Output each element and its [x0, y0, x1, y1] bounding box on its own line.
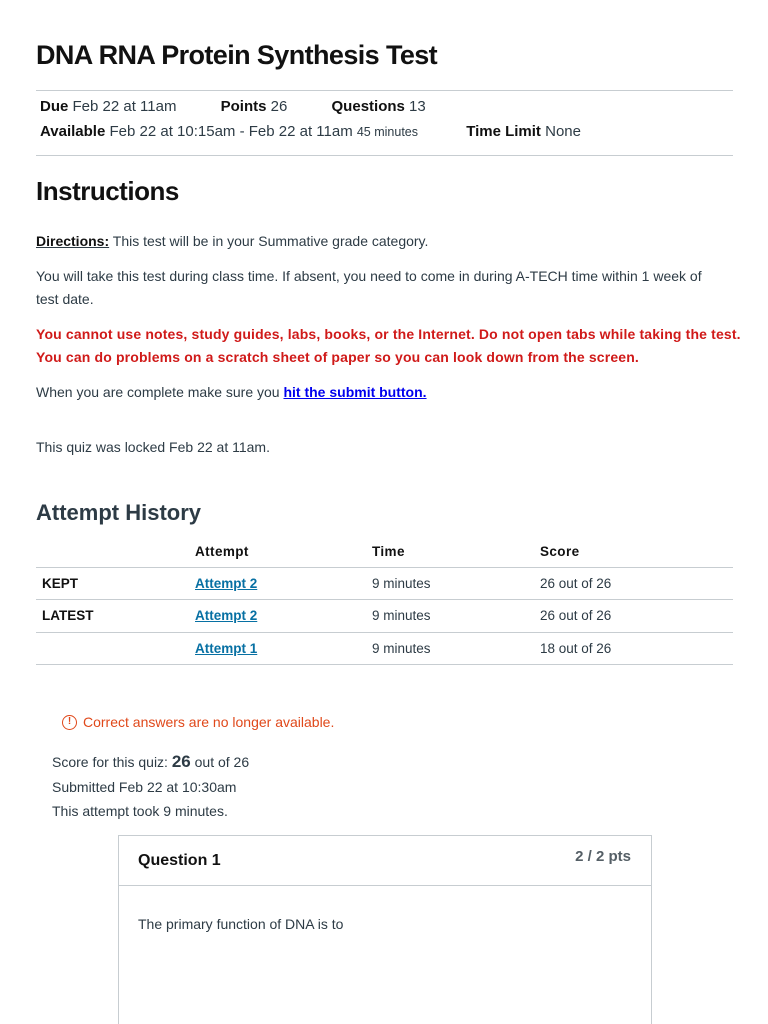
attempt-time: 9 minutes	[366, 567, 534, 600]
locked-notice: This quiz was locked Feb 22 at 11am.	[36, 439, 270, 455]
submitted-time: Submitted Feb 22 at 10:30am	[52, 779, 237, 795]
score-prefix: Score for this quiz:	[52, 754, 172, 770]
column-header	[36, 536, 189, 567]
table-row	[36, 567, 733, 600]
absent-paragraph: You will take this test during class time. If absent, you need to come in during A-TECH time within 1 week of test date.	[36, 268, 702, 307]
score-value: 26	[171, 752, 191, 771]
directions-text: This test will be in your Summative grade category.	[109, 233, 429, 249]
table-header-row	[36, 536, 733, 567]
question-card	[118, 835, 652, 1024]
submit-prefix: When you are complete make sure you	[36, 384, 284, 400]
divider	[36, 90, 733, 91]
points-value: 26	[270, 98, 288, 115]
row-label	[36, 632, 189, 665]
quiz-title: DNA RNA Protein Synthesis Test	[36, 40, 438, 70]
quiz-meta-row-2	[40, 123, 581, 140]
instructions-heading: Instructions	[36, 176, 179, 206]
question-header	[119, 836, 651, 886]
attempt-score: 26 out of 26	[534, 600, 733, 633]
row-label: LATEST	[36, 600, 189, 633]
question-title: Question 1	[138, 852, 221, 869]
quiz-score	[52, 750, 249, 774]
attempt-duration: This attempt took 9 minutes.	[52, 803, 228, 819]
time-limit-label: Time Limit	[466, 123, 541, 140]
attempt-link[interactable]: Attempt 2	[195, 608, 258, 624]
table-row	[36, 632, 733, 665]
attempt-history-table	[36, 536, 733, 665]
column-header-time: Time	[366, 536, 534, 567]
attempt-time: 9 minutes	[366, 632, 534, 665]
answers-unavailable-notice	[62, 714, 334, 730]
points-label: Points	[220, 98, 267, 115]
submit-link[interactable]: hit the submit button.	[283, 384, 427, 400]
attempt-link[interactable]: Attempt 1	[195, 640, 258, 656]
score-suffix: out of 26	[190, 754, 250, 770]
attempt-link[interactable]: Attempt 2	[195, 575, 258, 591]
directions-label: Directions:	[36, 233, 110, 249]
row-label: KEPT	[36, 567, 189, 600]
divider	[36, 155, 733, 156]
attempt-score: 18 out of 26	[534, 632, 733, 665]
attempt-score: 26 out of 26	[534, 567, 733, 600]
due-value: Feb 22 at 11am	[72, 98, 177, 115]
notice-text: Correct answers are no longer available.	[83, 714, 335, 730]
submit-paragraph	[36, 381, 736, 404]
attempt-history-heading: Attempt History	[36, 500, 202, 525]
attempt-time: 9 minutes	[366, 600, 534, 633]
warning-paragraph: You cannot use notes, study guides, labs, books, or the Internet. Do not open tabs while taking the test. You can do problems on a scratch sheet of paper so you can look down from the screen.	[36, 326, 741, 365]
table-row	[36, 600, 733, 633]
questions-label: Questions	[331, 98, 405, 115]
available-duration: 45 minutes	[356, 125, 419, 139]
available-value: Feb 22 at 10:15am - Feb 22 at 11am	[109, 123, 353, 140]
warning-icon: !	[62, 715, 77, 730]
available-label: Available	[40, 123, 106, 140]
question-points: 2 / 2 pts	[575, 848, 631, 865]
column-header-attempt: Attempt	[189, 536, 366, 567]
directions-paragraph	[36, 230, 736, 253]
questions-value: 13	[409, 98, 426, 115]
quiz-meta-row-1	[40, 98, 426, 115]
question-text: The primary function of DNA is to	[138, 916, 344, 932]
due-label: Due	[40, 98, 69, 115]
column-header-score: Score	[534, 536, 733, 567]
time-limit-value: None	[545, 123, 581, 140]
